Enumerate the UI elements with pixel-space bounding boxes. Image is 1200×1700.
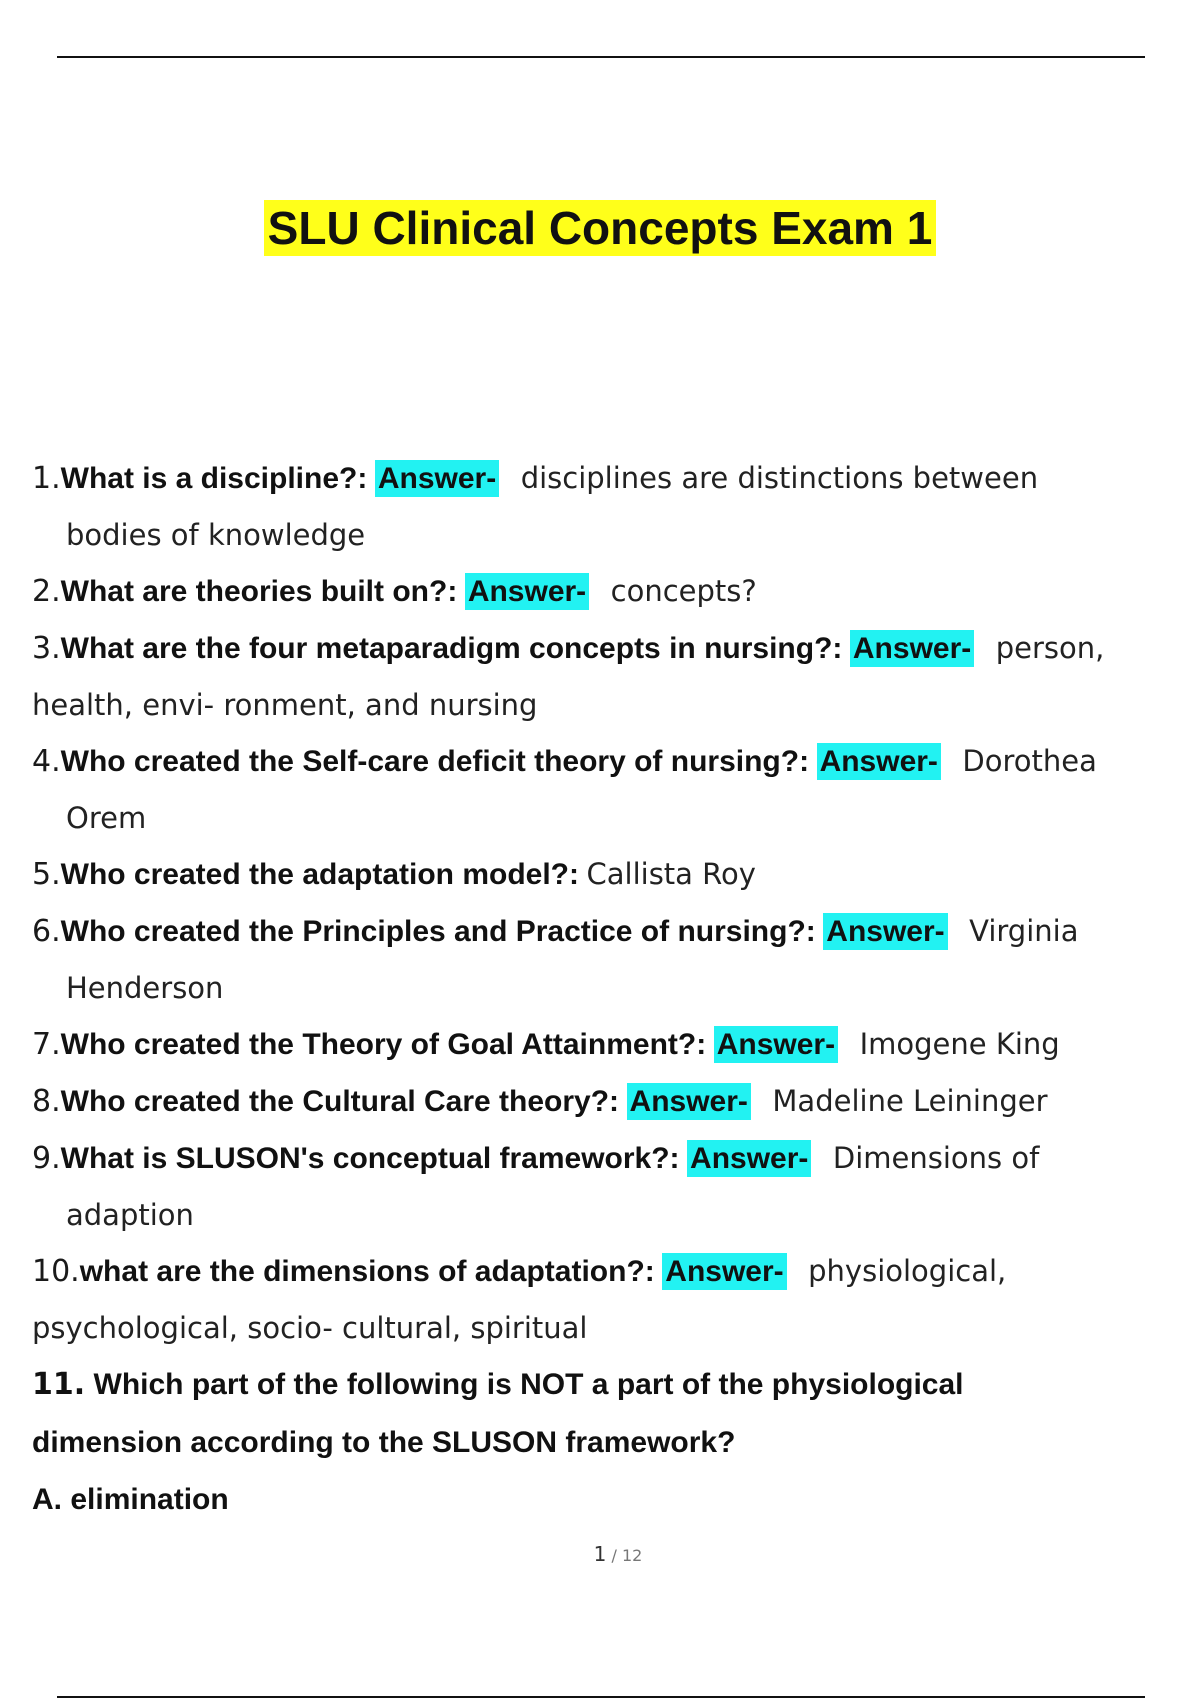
answer-label: Answer- xyxy=(662,1253,786,1290)
item-number: 2. xyxy=(32,574,61,609)
list-item xyxy=(32,1016,1182,1073)
answer-text: Dimensions of xyxy=(832,1141,1040,1175)
list-item xyxy=(32,450,1182,563)
answer-text: concepts? xyxy=(610,574,757,608)
answer-text: Madeline Leininger xyxy=(772,1084,1048,1118)
list-item xyxy=(32,563,1182,620)
page-number-current: 1 xyxy=(593,1542,607,1566)
answer-text-continued: psychological, socio- cultural, spiritual xyxy=(32,1311,588,1345)
answer-label: Answer- xyxy=(375,460,499,497)
question-text: Who created the Self-care deficit theory of nursing?: xyxy=(60,745,810,778)
question-text: Which part of the following is NOT a part of the physiological xyxy=(93,1368,964,1401)
item-number: 1. xyxy=(32,461,61,496)
question-text: What is a discipline?: xyxy=(60,462,368,495)
answer-label: Answer- xyxy=(817,743,941,780)
item-number: 5. xyxy=(32,857,61,892)
item-number: 6. xyxy=(32,914,61,949)
answer-text-continued: health, envi- ronment, and nursing xyxy=(32,688,538,722)
bottom-rule xyxy=(57,1696,1145,1698)
page-number-separator: / xyxy=(611,1546,617,1565)
question-text: What are theories built on?: xyxy=(60,575,458,608)
option-a: A. elimination xyxy=(32,1483,229,1516)
answer-label: Answer- xyxy=(465,573,589,610)
item-number: 7. xyxy=(32,1027,61,1062)
question-text: Who created the Theory of Goal Attainment?: xyxy=(60,1028,707,1061)
answer-label: Answer- xyxy=(850,630,974,667)
answer-text: disciplines are distinctions between xyxy=(520,461,1039,495)
answer-text-continued: Henderson xyxy=(66,971,224,1005)
question-11-line2: dimension according to the SLUSON framework? xyxy=(32,1426,736,1459)
question-text: Who created the adaptation model?: xyxy=(60,858,579,891)
page-number-total: 12 xyxy=(621,1546,643,1565)
item-number: 3. xyxy=(32,631,61,666)
item-number: 8. xyxy=(32,1084,61,1119)
answer-text: Virginia xyxy=(969,914,1079,948)
item-number: 11. xyxy=(32,1367,86,1402)
list-item xyxy=(32,733,1182,846)
question-11 xyxy=(32,1356,1182,1528)
answer-text: Callista Roy xyxy=(586,857,756,891)
item-number: 9. xyxy=(32,1141,61,1176)
qa-list xyxy=(32,450,1182,1528)
answer-label: Answer- xyxy=(823,913,947,950)
list-item xyxy=(32,1073,1182,1130)
answer-text: person, xyxy=(995,631,1105,665)
page-indicator xyxy=(0,1542,1200,1566)
question-11-line1 xyxy=(32,1356,1182,1414)
answer-text: Dorothea xyxy=(962,744,1097,778)
answer-text-continued: Orem xyxy=(66,801,147,835)
answer-label: Answer- xyxy=(627,1083,751,1120)
top-rule xyxy=(57,56,1145,58)
list-item xyxy=(32,620,1182,733)
title-block xyxy=(0,200,1200,256)
question-text: Who created the Cultural Care theory?: xyxy=(60,1085,620,1118)
answer-text: physiological, xyxy=(808,1254,1007,1288)
question-text: what are the dimensions of adaptation?: xyxy=(79,1255,655,1288)
list-item xyxy=(32,846,1182,903)
answer-label: Answer- xyxy=(714,1026,838,1063)
list-item xyxy=(32,903,1182,1016)
question-text: What are the four metaparadigm concepts in nursing?: xyxy=(60,632,843,665)
question-text: Who created the Principles and Practice of nursing?: xyxy=(60,915,816,948)
list-item xyxy=(32,1130,1182,1243)
answer-text-continued: bodies of knowledge xyxy=(66,518,366,552)
answer-text-continued: adaption xyxy=(66,1198,194,1232)
list-item xyxy=(32,1243,1182,1356)
item-number: 10. xyxy=(32,1254,80,1289)
item-number: 4. xyxy=(32,744,61,779)
answer-label: Answer- xyxy=(687,1140,811,1177)
page-title: SLU Clinical Concepts Exam 1 xyxy=(264,200,937,256)
answer-text: Imogene King xyxy=(859,1027,1060,1061)
question-text: What is SLUSON's conceptual framework?: xyxy=(60,1142,680,1175)
